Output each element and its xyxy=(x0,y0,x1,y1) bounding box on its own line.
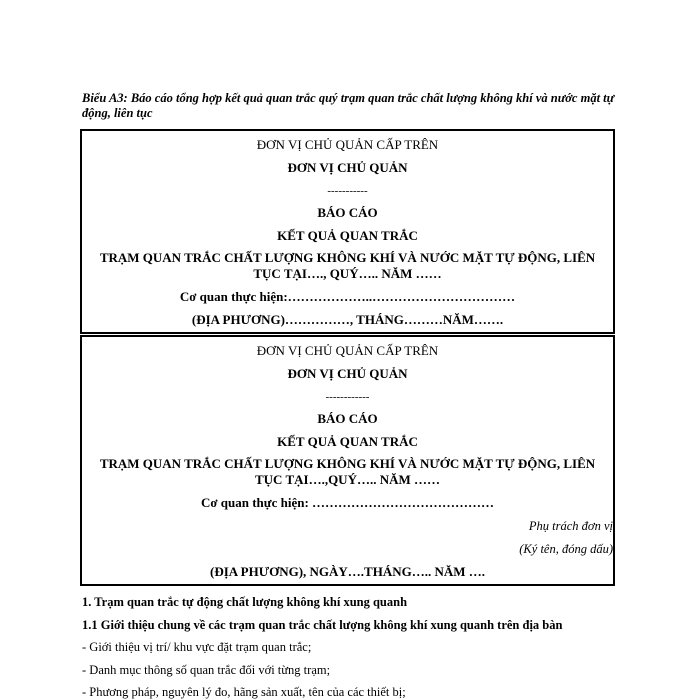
section-heading: 1. Trạm quan trắc tự động chất lượng không khí xung quanh xyxy=(82,595,408,609)
cover-page-box-2 xyxy=(80,335,615,586)
parent-org: ĐƠN VỊ CHỦ QUẢN CẤP TRÊN xyxy=(256,137,439,152)
result-title: KẾT QUẢ QUAN TRẮC xyxy=(277,228,418,243)
station-title-line1: TRẠM QUAN TRẮC CHẤT LƯỢNG KHÔNG KHÍ VÀ NƯỚC MẶT TỰ ĐỘNG, LIÊN xyxy=(99,456,596,471)
station-title-line2: TỤC TẠI….,QUÝ….. NĂM …… xyxy=(254,472,440,487)
org: ĐƠN VỊ CHỦ QUẢN xyxy=(287,366,408,381)
section-subheading: 1.1 Giới thiệu chung về các trạm quan trắc chất lượng không khí xung quanh trên địa bàn xyxy=(82,618,563,632)
report-title: BÁO CÁO xyxy=(317,205,378,220)
place-date: (ĐỊA PHƯƠNG), NGÀY….THÁNG….. NĂM …. xyxy=(209,564,486,579)
place-date: (ĐỊA PHƯƠNG)……………, THÁNG………NĂM……. xyxy=(191,312,504,327)
sign-note: (Ký tên, đóng dấu) xyxy=(519,542,613,556)
signer-title: Phụ trách đơn vị xyxy=(528,519,613,533)
list-item: - Giới thiệu vị trí/ khu vực đặt trạm quan trắc; xyxy=(82,640,312,654)
divider: ----------- xyxy=(327,185,368,197)
result-title: KẾT QUẢ QUAN TRẮC xyxy=(277,434,418,449)
form-caption: Biểu A3: Báo cáo tổng hợp kết quả quan trắc quý trạm quan trắc chất lượng không khí và nước mặt tự động, liên tục xyxy=(82,91,615,120)
parent-org: ĐƠN VỊ CHỦ QUẢN CẤP TRÊN xyxy=(256,343,439,358)
station-title-line1: TRẠM QUAN TRẮC CHẤT LƯỢNG KHÔNG KHÍ VÀ NƯỚC MẶT TỰ ĐỘNG, LIÊN xyxy=(99,250,596,265)
list-item: - Danh mục thông số quan trắc đối với từng trạm; xyxy=(82,663,331,677)
list-item: - Phương pháp, nguyên lý đo, hãng sản xuất, tên của các thiết bị; xyxy=(82,685,406,699)
station-title-line2: TỤC TẠI…., QUÝ….. NĂM …… xyxy=(253,266,442,281)
agency-line: Cơ quan thực hiện: …………………………………… xyxy=(200,495,495,510)
report-title: BÁO CÁO xyxy=(317,411,378,426)
cover-page-box-1 xyxy=(80,129,615,334)
divider: ------------ xyxy=(325,391,370,403)
org: ĐƠN VỊ CHỦ QUẢN xyxy=(287,160,408,175)
agency-line: Cơ quan thực hiện:………………..…………………………… xyxy=(179,289,516,304)
